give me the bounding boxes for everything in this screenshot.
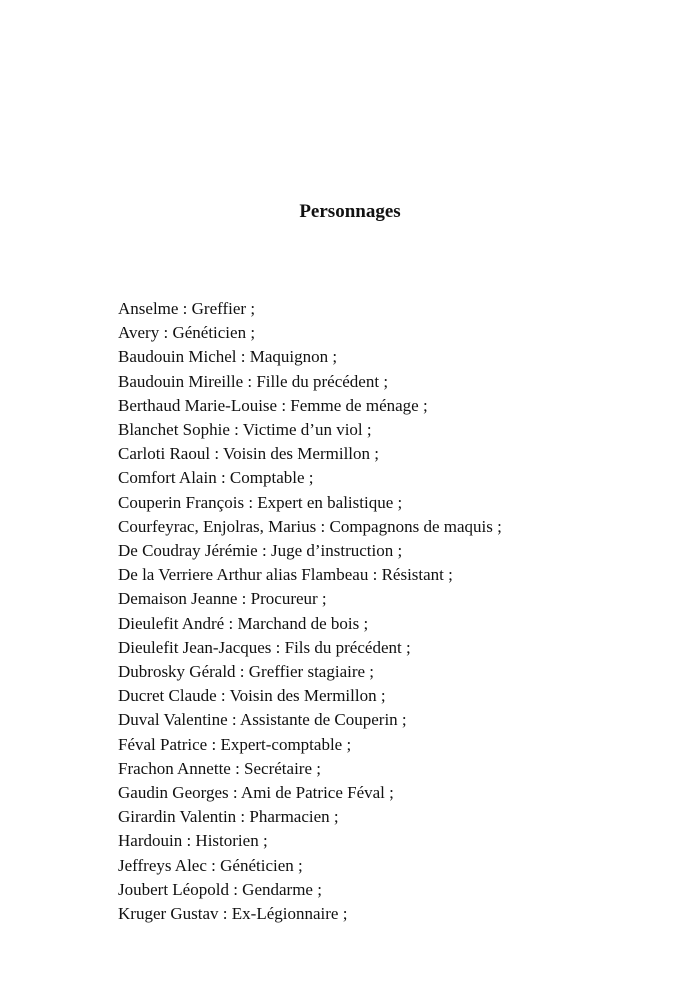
list-item: Kruger Gustav : Ex-Légionnaire ; [118, 904, 348, 924]
list-item: Dieulefit André : Marchand de bois ; [118, 613, 369, 633]
list-item: Gaudin Georges : Ami de Patrice Féval ; [118, 783, 394, 803]
list-item: Baudouin Michel : Maquignon ; [118, 347, 338, 367]
list-item: Dieulefit Jean-Jacques : Fils du précédent ; [118, 637, 411, 657]
list-item: Girardin Valentin : Pharmacien ; [118, 807, 339, 827]
list-item: Demaison Jeanne : Procureur ; [118, 589, 327, 609]
list-item: Ducret Claude : Voisin des Mermillon ; [118, 686, 386, 706]
list-item: Joubert Léopold : Gendarme ; [118, 879, 322, 899]
character-list [118, 297, 678, 926]
list-item: Baudouin Mireille : Fille du précédent ; [118, 371, 389, 391]
list-item: Carloti Raoul : Voisin des Mermillon ; [118, 444, 379, 464]
list-item: Courfeyrac, Enjolras, Marius : Compagnons de maquis ; [118, 516, 502, 536]
list-item: Berthaud Marie-Louise : Femme de ménage ; [118, 395, 428, 415]
list-item: Avery : Généticien ; [118, 323, 256, 343]
list-item: Dubrosky Gérald : Greffier stagiaire ; [118, 662, 375, 682]
list-item: Hardouin : Historien ; [118, 831, 268, 851]
list-item: Anselme : Greffier ; [118, 299, 256, 318]
list-item: De la Verriere Arthur alias Flambeau : Résistant ; [118, 565, 453, 585]
list-item: Frachon Annette : Secrétaire ; [118, 758, 321, 778]
page-title: Personnages [299, 201, 401, 222]
list-item: Couperin François : Expert en balistique ; [118, 492, 403, 512]
list-item: Féval Patrice : Expert-comptable ; [118, 734, 352, 754]
list-item: Jeffreys Alec : Généticien ; [118, 855, 303, 875]
list-item: Duval Valentine : Assistante de Couperin ; [118, 710, 407, 730]
list-item: De Coudray Jérémie : Juge d’instruction ; [118, 541, 403, 561]
list-item: Comfort Alain : Comptable ; [118, 468, 314, 488]
list-item: Blanchet Sophie : Victime d’un viol ; [118, 420, 372, 440]
